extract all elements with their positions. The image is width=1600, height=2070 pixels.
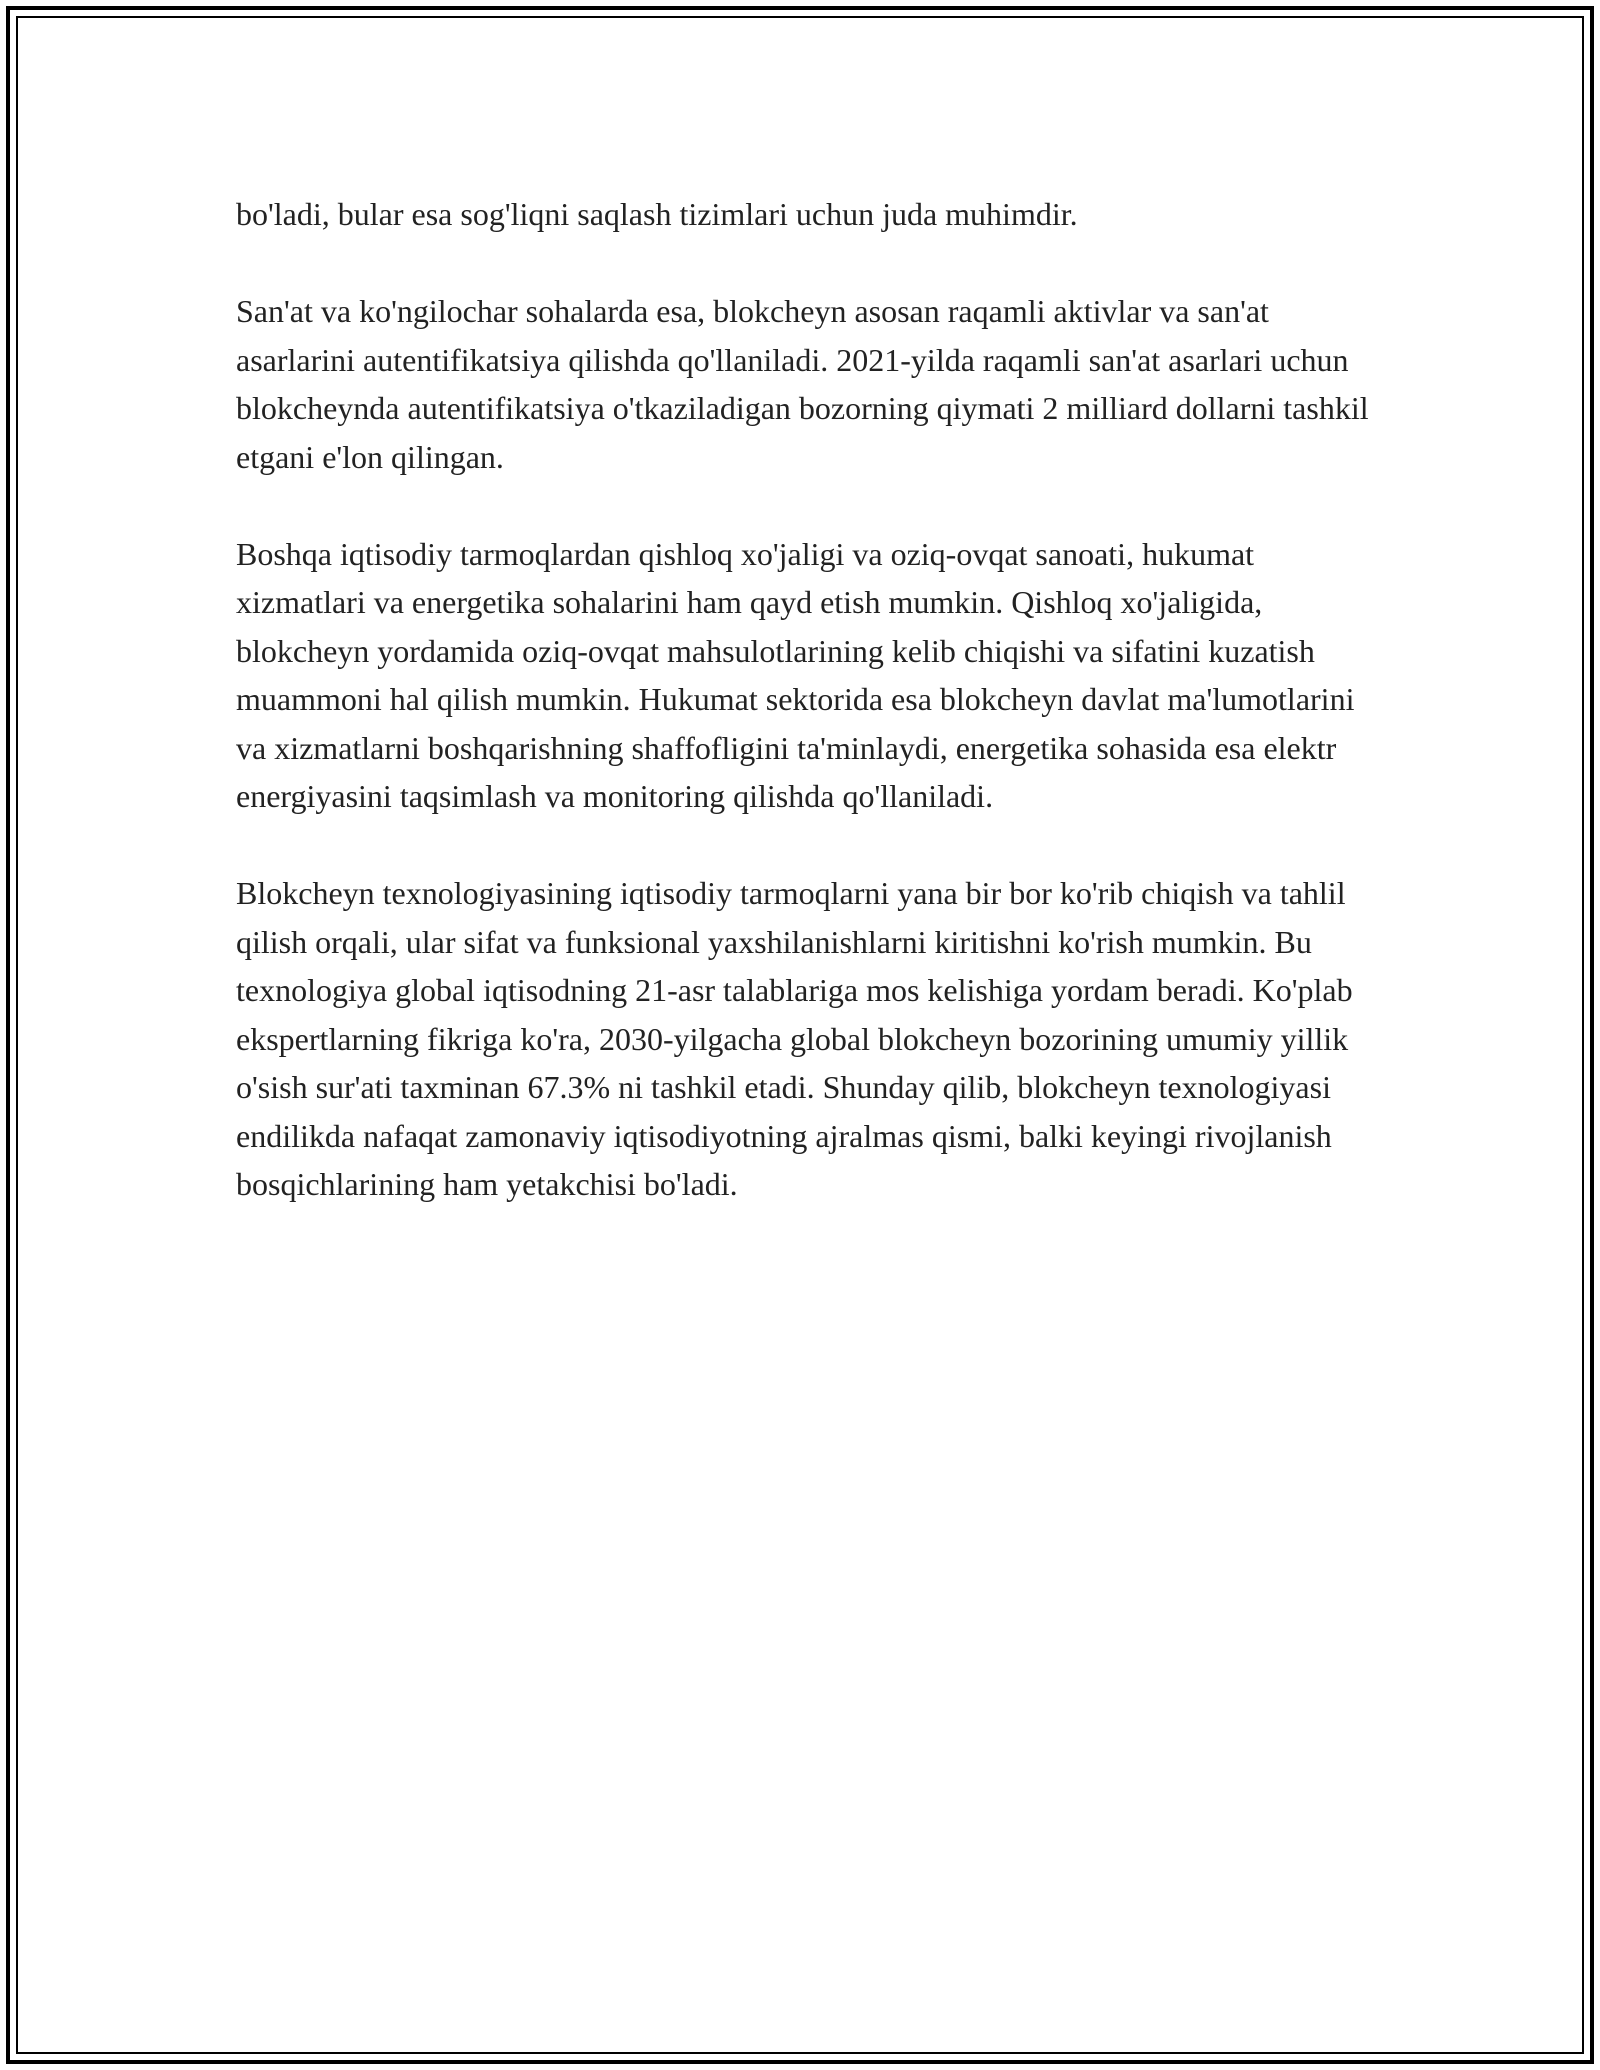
paragraph-conclusion: Blokcheyn texnologiyasining iqtisodiy tarmoqlarni yana bir bor ko'rib chiqish va tahlil qilish orqali, ular sifat va funksional yaxshilanishlarni kiritishni ko'rish mumkin. Bu texnologiya global iqtisodning 21-asr talablariga mos kelishiga yordam beradi. Ko'plab ekspertlarning fikriga ko'ra, 2030-yilgacha global blokcheyn bozorining umumiy yillik o'sish sur'ati taxminan 67.3% ni tashkil etadi. Shunday qilib, blokcheyn texnologiyasi endilikda nafaqat zamonaviy iqtisodiyotning ajralmas qismi, balki keyingi rivojlanish bosqichlarining ham yetakchisi bo'ladi. [236, 875, 1353, 1202]
paragraph-other-sectors: Boshqa iqtisodiy tarmoqlardan qishloq xo'jaligi va oziq-ovqat sanoati, hukumat xizmatlari va energetika sohalarini ham qayd etish mumkin. Qishloq xo'jaligida, blokcheyn yordamida oziq-ovqat mahsulotlarining kelib chiqishi va sifatini kuzatish muammoni hal qilish mumkin. Hukumat sektorida esa blokcheyn davlat ma'lumotlarini va xizmatlarni boshqarishning shaffofligini ta'minlaydi, energetika sohasida esa elektr energiyasini taqsimlash va monitoring qilishda qo'llaniladi. [236, 535, 1355, 814]
paragraph-arts-entertainment: San'at va ko'ngilochar sohalarda esa, blokcheyn asosan raqamli aktivlar va san'at asarlarini autentifikatsiya qilishda qo'llaniladi. 2021-yilda raqamli san'at asarlari uchun blokcheynda autentifikatsiya o'tkaziladigan bozorning qiymati 2 milliard dollarni tashkil etgani e'lon qilingan. [236, 293, 1369, 475]
paragraph-healthcare-end: bo'ladi, bular esa sog'liqni saqlash tizimlari uchun juda muhimdir. [236, 196, 1078, 232]
document-body [236, 190, 1386, 1257]
